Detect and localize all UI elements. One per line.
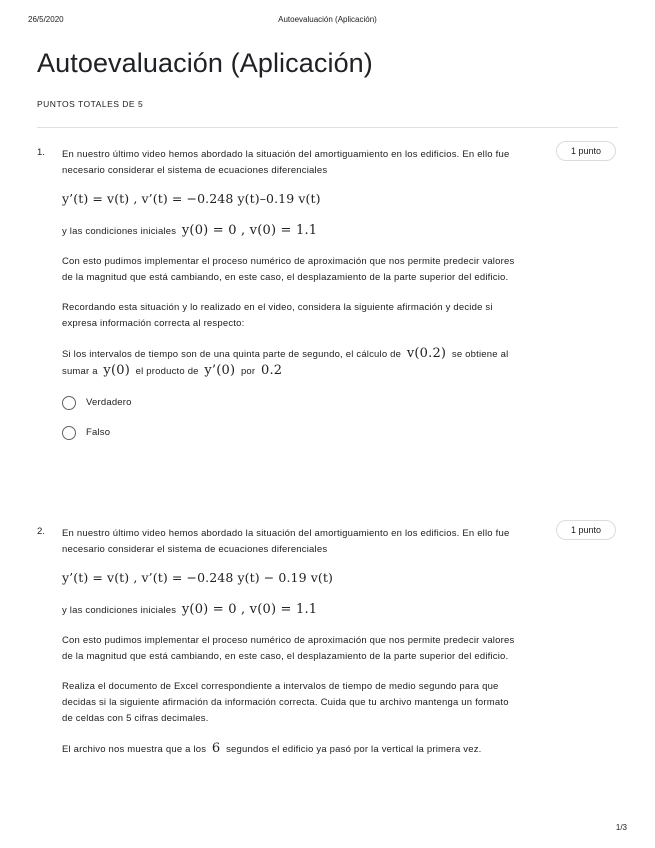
option-verdadero[interactable]	[62, 394, 522, 412]
radio-button[interactable]	[62, 426, 76, 440]
option-label: Verdadero	[86, 397, 132, 408]
question-statement	[62, 741, 522, 758]
statement-math: v(0.2)	[406, 346, 447, 361]
points-badge: 1 punto	[556, 520, 616, 540]
print-header	[28, 15, 627, 27]
statement-text: se obtiene al sumar a	[62, 349, 509, 377]
initial-conditions-label: y las condiciones iniciales	[62, 226, 177, 237]
question-body	[62, 526, 522, 758]
equation-system: y’(t) = v(t) , v’(t) = −0.248 y(t) − 0.19 v(t)	[62, 570, 333, 585]
initial-conditions-label: y las condiciones iniciales	[62, 605, 177, 616]
initial-conditions-math: y(0) = 0 , v(0) = 1.1	[181, 602, 318, 617]
statement-math: y(0)	[103, 363, 130, 378]
paragraph-method: Con esto pudimos implementar el proceso numérico de aproximación que nos permite predecir valores de la magnitud que está cambiando, en este caso, el desplazamiento de la parte superior del edificio.	[62, 256, 515, 283]
radio-button[interactable]	[62, 396, 76, 410]
paragraph-instruction: Recordando esta situación y lo realizado en el video, considera la siguiente afirmación y decide si expresa información correcta al respecto:	[62, 302, 493, 329]
points-badge: 1 punto	[556, 141, 616, 161]
question-intro: En nuestro último video hemos abordado la situación del amortiguamiento en los edificios. En ello fue necesario considerar el sistema de ecuaciones diferenciales	[62, 528, 510, 555]
statement-math: 0.2	[260, 363, 283, 378]
initial-conditions-math: y(0) = 0 , v(0) = 1.1	[181, 223, 318, 238]
equation-system: y’(t) = v(t) , v’(t) = −0.248 y(t)–0.19 v(t)	[62, 191, 321, 206]
option-label: Falso	[86, 427, 111, 438]
statement-text: el producto de	[135, 366, 199, 377]
print-date: 26/5/2020	[28, 15, 64, 24]
question-intro: En nuestro último video hemos abordado la situación del amortiguamiento en los edificios. En ello fue necesario considerar el sistema de ecuaciones diferenciales	[62, 149, 510, 176]
question-statement	[62, 346, 522, 380]
total-points: PUNTOS TOTALES DE 5	[37, 99, 144, 109]
question-number: 2.	[37, 526, 45, 537]
form-title: Autoevaluación (Aplicación)	[37, 48, 373, 78]
initial-conditions	[62, 602, 522, 619]
statement-text: por	[240, 366, 256, 377]
statement-text: Si los intervalos de tiempo son de una quinta parte de segundo, el cálculo de	[62, 349, 402, 360]
statement-math: 6	[211, 741, 221, 756]
question-number: 1.	[37, 147, 45, 158]
statement-text: segundos el edificio ya pasó por la vertical la primera vez.	[226, 744, 482, 755]
statement-text: El archivo nos muestra que a los	[62, 744, 207, 755]
header-divider	[37, 127, 618, 128]
paragraph-instruction: Realiza el documento de Excel correspondiente a intervalos de tiempo de medio segundo para que decidas si la siguiente afirmación da información correcta. Cuida que tu archivo mantenga un formato de celdas con 5 cifras decimales.	[62, 681, 509, 724]
initial-conditions	[62, 223, 522, 240]
paragraph-method: Con esto pudimos implementar el proceso numérico de aproximación que nos permite predecir valores de la magnitud que está cambiando, en este caso, el desplazamiento de la parte superior del edificio.	[62, 635, 515, 662]
option-falso[interactable]	[62, 424, 522, 442]
page-number: 1/3	[615, 823, 627, 832]
statement-math: y’(0)	[204, 363, 236, 378]
print-title: Autoevaluación (Aplicación)	[278, 15, 377, 24]
question-body	[62, 147, 522, 442]
